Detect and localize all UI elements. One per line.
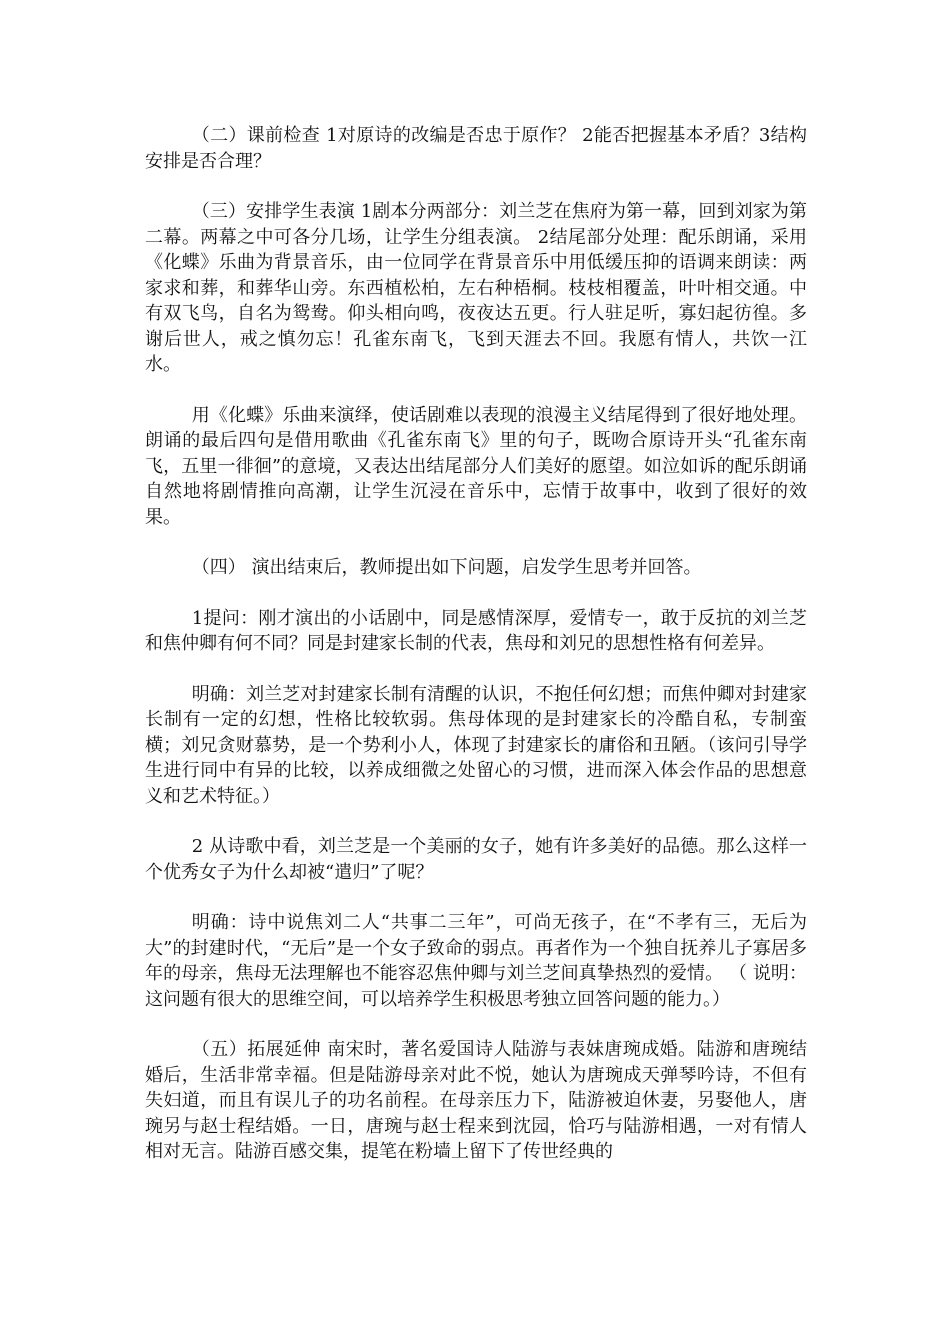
paragraph-butterfly-music: 用《化蝶》乐曲来演绎，使话剧难以表现的浪漫主义结尾得到了很好地处理。朗诵的最后四句是借用歌曲《孔雀东南飞》里的句子，既吻合原诗开头“孔雀东南飞，五里一徘徊”的意境，又表达出结尾部分人们美好的愿望。如泣如诉的配乐朗诵自然地将剧情推向高潮，让学生沉浸在音乐中，忘情于故事中，收到了很好的效果。 xyxy=(145,404,807,528)
paragraph-answer-2: 明确：诗中说焦刘二人“共事二三年”，可尚无孩子，在“不孝有三，无后为大”的封建时代，“无后”是一个女子致命的弱点。再者作为一个独自抚养儿子寡居多年的母亲，焦母无法理解也不能容忍焦仲卿与刘兰芝间真挚热烈的爱情。 （ 说明：这问题有很大的思维空间，可以培养学生积极思考独立回答问题的能力。） xyxy=(145,912,807,1010)
paragraph-extension: （五）拓展延伸 南宋时，著名爱国诗人陆游与表妹唐琬成婚。陆游和唐琬结婚后，生活非常幸福。但是陆游母亲对此不悦，她认为唐琬成天弹琴吟诗，不但有失妇道，而且有误儿子的功名前程。在母亲压力下，陆游被迫休妻，另娶他人，唐琬另与赵士程结婚。一日，唐琬与赵士程来到沈园，恰巧与陆游相遇，一对有情人相对无言。陆游百感交集，提笔在粉墙上留下了传世经典的 xyxy=(145,1039,807,1162)
paragraph-pre-class-check: （二）课前检查 1对原诗的改编是否忠于原作？ 2能否把握基本矛盾？3结构安排是否合理？ xyxy=(145,125,807,172)
paragraph-student-performance: （三）安排学生表演 1剧本分两部分：刘兰芝在焦府为第一幕，回到刘家为第二幕。两幕之中可各分几场，让学生分组表演。 2结尾部分处理：配乐朗诵，采用《化蝶》乐曲为背景音乐，由一位同学在背景音乐中用低缓压抑的语调来朗读：两家求和葬，和葬华山旁。东西植松柏，左右种梧桐。枝枝相覆盖，叶叶相交通。中有双飞鸟，自名为鸳鸯。仰头相向鸣，夜夜达五更。行人驻足听，寡妇起彷徨。多谢后世人，戒之慎勿忘！孔雀东南飞，飞到天涯去不回。我愿有情人，共饮一江水。 xyxy=(145,201,807,375)
paragraph-answer-1: 明确：刘兰芝对封建家长制有清醒的认识，不抱任何幻想；而焦仲卿对封建家长制有一定的幻想，性格比较软弱。焦母体现的是封建家长的冷酷自私，专制蛮横；刘兄贪财慕势，是一个势利小人，体现了封建家长的庸俗和丑陋。（该问引导学生进行同中有异的比较，以养成细微之处留心的习惯，进而深入体会作品的思想意义和艺术特征。） xyxy=(145,683,807,807)
paragraph-post-performance: （四） 演出结束后，教师提出如下问题，启发学生思考并回答。 xyxy=(191,557,702,578)
paragraph-question-2: 2 从诗歌中看，刘兰芝是一个美丽的女子，她有许多美好的品德。那么这样一个优秀女子为什么却被“遣归”了呢？ xyxy=(145,836,807,883)
document-page xyxy=(145,123,807,1190)
paragraph-question-1: 1提问：刚才演出的小话剧中，同是感情深厚，爱情专一，敢于反抗的刘兰芝和焦仲卿有何不同？同是封建家长制的代表，焦母和刘兄的思想性格有何差异。 xyxy=(145,607,807,654)
